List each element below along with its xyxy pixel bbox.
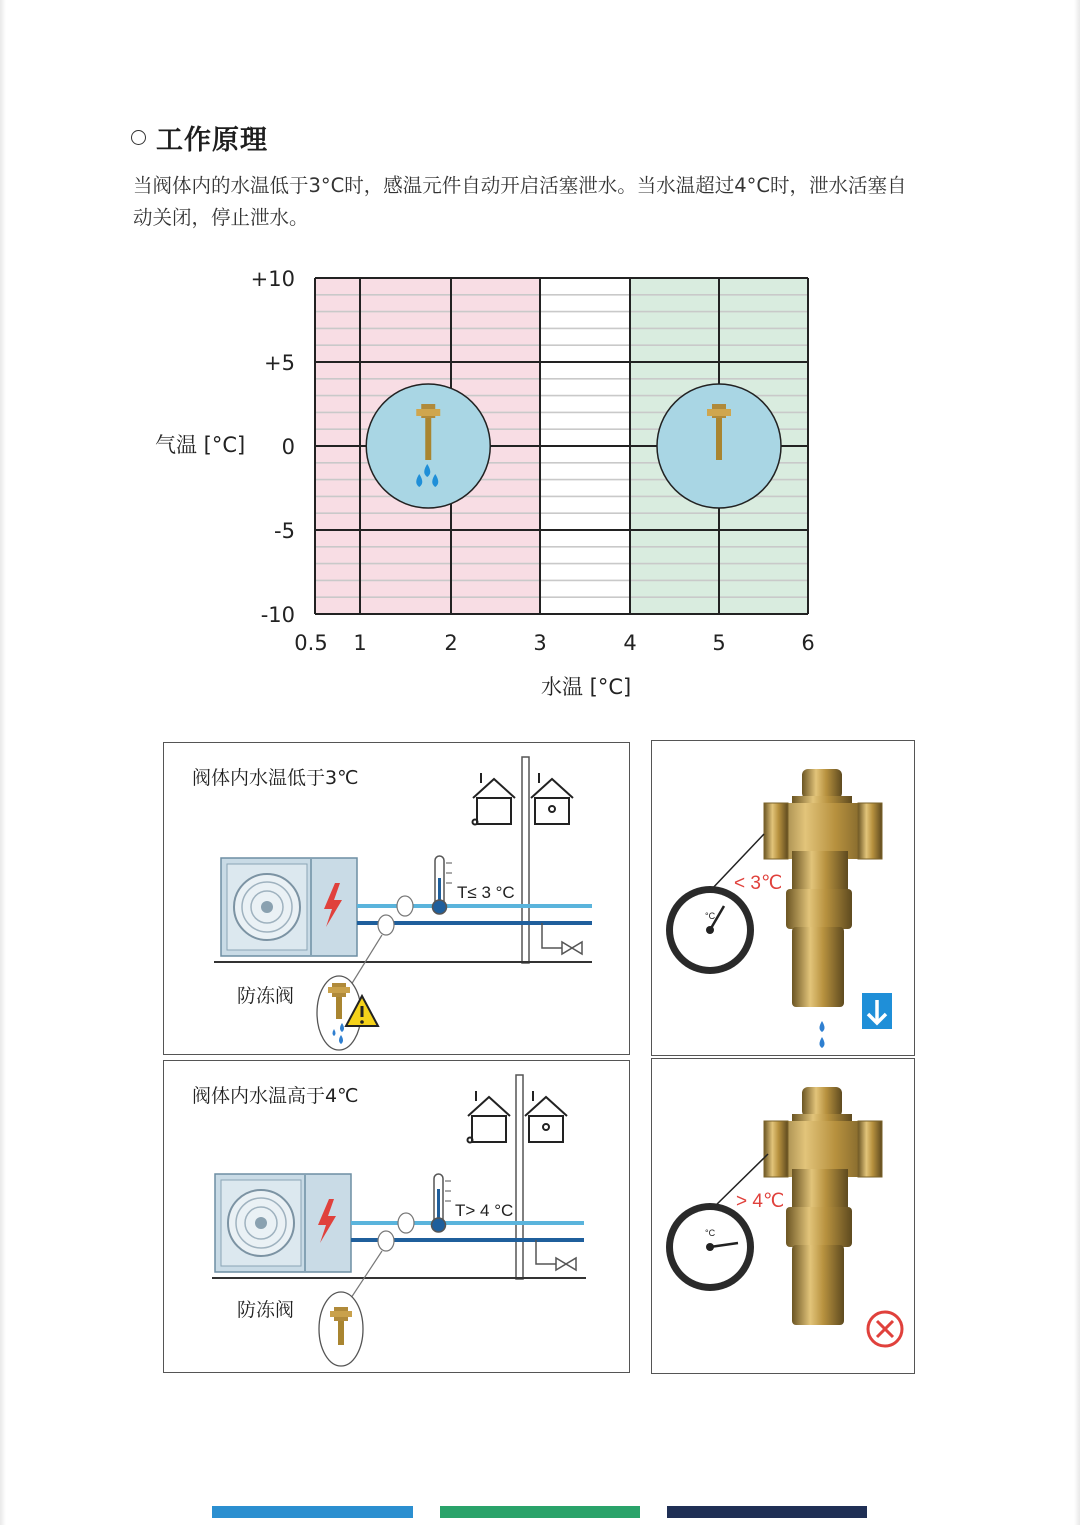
house-icon	[525, 1091, 567, 1142]
footer-bar-green	[440, 1506, 640, 1518]
valve-closed-illustration	[652, 1059, 914, 1373]
valve-open-illustration	[652, 741, 914, 1055]
gauge-icon	[666, 886, 754, 974]
footer-bar-blue	[212, 1506, 413, 1518]
x-tick-label: 5	[712, 631, 726, 655]
house-icon	[473, 773, 516, 825]
thermo-label: T≤ 3 °C	[457, 883, 515, 902]
valve-dripping-icon	[366, 384, 490, 508]
y-tick-label: -10	[260, 603, 295, 627]
temperature-chart	[0, 0, 1080, 720]
x-tick-label: 3	[533, 631, 547, 655]
footer-bar-navy	[667, 1506, 867, 1518]
y-tick-label: +10	[250, 267, 295, 291]
x-tick-label: 4	[623, 631, 637, 655]
svg-text:°C: °C	[705, 911, 716, 921]
x-tick-label: 2	[444, 631, 458, 655]
valve-body	[416, 409, 440, 416]
thermo-label: T> 4 °C	[455, 1201, 514, 1220]
svg-text:°C: °C	[705, 1228, 716, 1238]
house-icon	[531, 773, 573, 824]
drain-line	[542, 923, 562, 948]
panel-title: 阀体内水温高于4℃	[192, 1085, 359, 1107]
house-icon	[468, 1091, 511, 1143]
valve-label: 防冻阀	[237, 985, 295, 1007]
valve-stem	[425, 418, 431, 460]
valve-closed-panel	[651, 1058, 915, 1374]
section-description: 当阀体内的水温低于3°C时，感温元件自动开启活塞泄水。当水温超过4°C时，泄水活塞自动关闭，停止泄水。	[133, 174, 907, 229]
gauge-label: > 4℃	[736, 1191, 785, 1212]
y-tick-label: -5	[274, 519, 295, 543]
no-drain-x-icon	[868, 1312, 902, 1346]
x-tick-label: 6	[801, 631, 815, 655]
valve-label: 防冻阀	[237, 1299, 295, 1321]
drain-down-arrow-icon	[862, 993, 892, 1029]
wall-column	[522, 757, 529, 963]
heat-pump-unit	[221, 858, 357, 956]
y-axis-label: 气温 [°C]	[155, 433, 246, 457]
x-axis-label: 水温 [°C]	[541, 675, 632, 699]
water-drop-icon	[820, 1021, 825, 1032]
heat-pump-unit	[215, 1174, 351, 1272]
y-tick-label: 0	[281, 435, 295, 459]
valve-body	[707, 409, 731, 416]
drain-line	[536, 1240, 556, 1264]
warm-scenario-panel	[163, 1060, 630, 1373]
x-tick-label: 0.5	[294, 631, 328, 655]
wall-column	[516, 1075, 523, 1279]
valve-closed-icon	[657, 384, 781, 508]
gauge-icon	[666, 1203, 754, 1291]
x-tick-label: 1	[353, 631, 367, 655]
cold-scenario-panel	[163, 742, 630, 1055]
section-title: 工作原理	[156, 125, 268, 156]
gauge-label: < 3℃	[734, 873, 783, 894]
panel-title: 阀体内水温低于3℃	[192, 767, 359, 789]
valve-stem	[716, 418, 722, 460]
valve-open-panel	[651, 740, 915, 1056]
y-tick-label: +5	[264, 351, 295, 375]
